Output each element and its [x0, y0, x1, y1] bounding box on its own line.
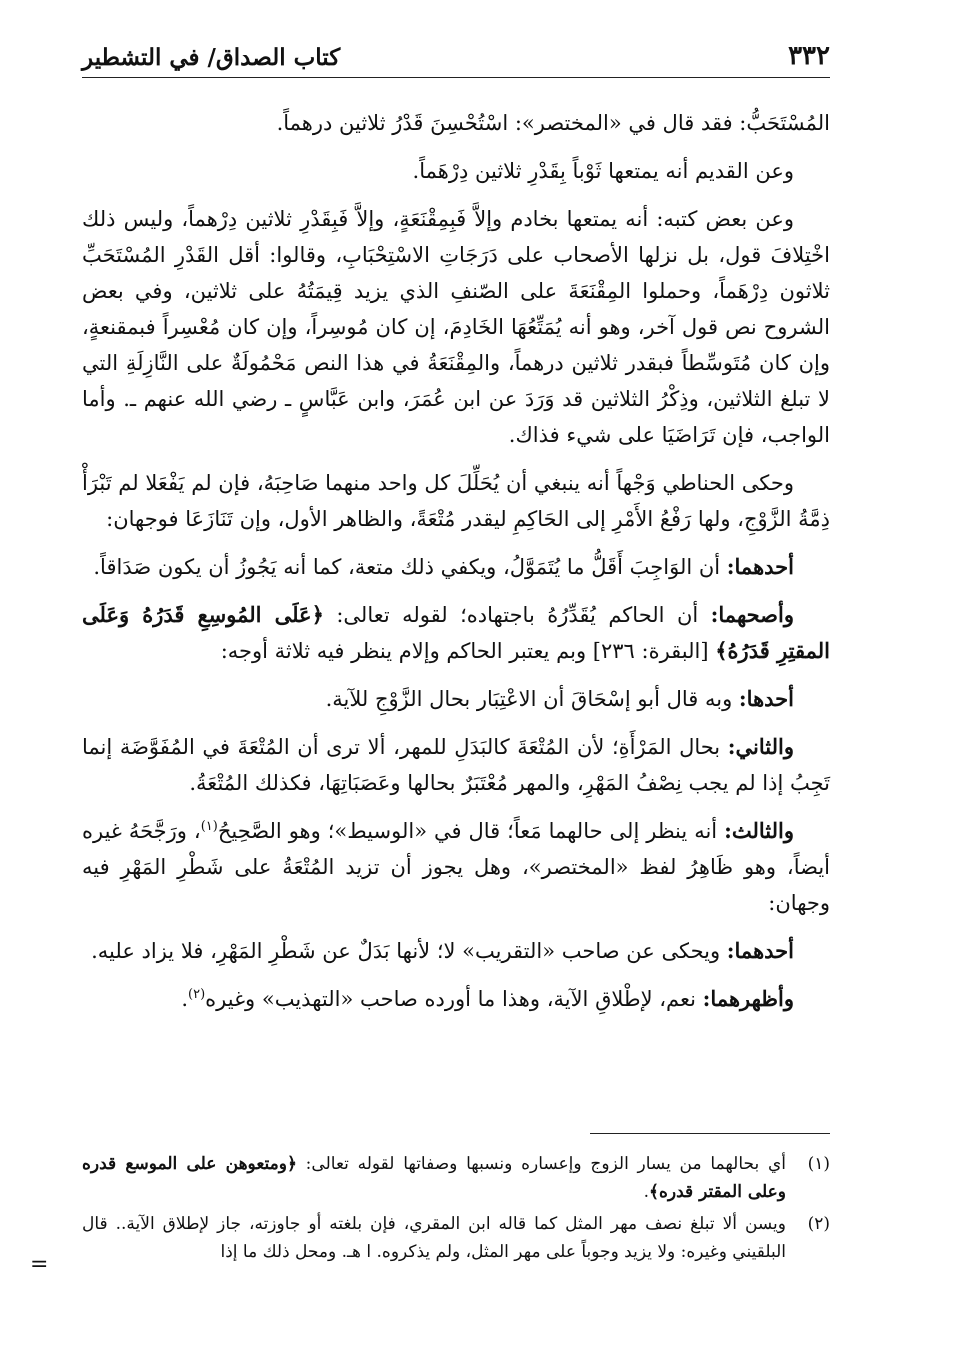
footnote-divider [590, 1133, 830, 1134]
footnote-number: (١) [807, 1154, 830, 1174]
option-text: [البقرة: ٢٣٦] وبم يعتبر الحاكم وإلام ينظر فيه ثلاثة أوجه: [220, 639, 716, 663]
footnote [82, 1150, 830, 1206]
paragraph: وحكى الحناطي وَجْهاً أنه ينبغي أن يُحَلِّلَ كل واحد منهما صَاحِبَهُ، فإن لم يَفْعَلا لم تَبْرَأْ ذِمَّةُ الزَّوْجِ، ولها رَفْعُ الأَمْرِ إلى الحَاكِمِ ليقدر مُتْعَةً، والظاهر الأول، وإن تَنَازَعَا فوجهان: [82, 471, 830, 531]
main-text [82, 105, 830, 1029]
option-text: . [181, 987, 188, 1011]
footnote-ref[interactable]: (١) [200, 819, 218, 834]
option-text: أن الحاكم يُقَدِّرُهُ باجتهاده؛ لقوله تعالى: [323, 603, 711, 627]
option-text: نعم، لإطْلاقِ الآية، وهذا ما أورده صاحب «التهذيب» وغيره [205, 987, 703, 1011]
footnote [82, 1210, 830, 1266]
footnote-text [82, 1210, 786, 1266]
option-lead: أحدها: [738, 686, 794, 711]
option-paragraph [82, 681, 830, 717]
paragraph: وعن القديم أنه يمتعها ثَوْباً بِقَدْرِ ثلاثين دِرْهَماً. [412, 159, 794, 183]
paragraph: المُسْتَحَبُّ: فقد قال في «المختصر»: اسْتُحْسِنَ قَدْرُ ثلاثين درهماً. [276, 111, 830, 135]
option-text: وبه قال أبو إسْحَاقَ أن الاعْتِبَار بحال الزَّوْجِ للآية. [325, 687, 739, 711]
option-text: بحال المَرْأَةِ؛ لأن المُتْعَةَ كالبَدَلِ للمهر، ألا ترى أن المُتْعَةَ في المُفَوَّضَة إنما تَجِبُ إذا لم يجب نِصْفُ المَهْرِ، والمهر مُعْتَبَرٌ بحالها وعَصَبَاتِهَا، فكذلك المُتْعَةُ. [82, 735, 830, 795]
page-number: ٣٣٢ [788, 41, 830, 71]
option-paragraph [82, 933, 830, 969]
running-title: كتاب الصداق/ في التشطير [82, 44, 341, 71]
option-lead: والثاني: [727, 734, 794, 759]
footnote-body: ويسن ألا تبلغ نصف مهر المثل كما قاله ابن المقري، فإن بلغته أو جاوزته، جاز لإطلاق الآية.. قال البلقيني وغيره: ولا يزيد وجوباً على مهر المثل، ولم يذكروه. ا هـ. ومحل ذلك ما إذا [82, 1214, 786, 1262]
option-text: ، ورَجَّحَهُ غيره أيضاً، وهو ظَاهِرُ لفظ «المختصر»، وهل يجوز أن تزيد المُتْعَةُ على شَطْرِ المَهْرِ فيه وجهان: [82, 819, 830, 915]
option-paragraph [82, 549, 830, 585]
option-text: أنه ينظر إلى حالهما مَعاً؛ قال في «الوسيط»؛ وهو الصَّحِيحُ [217, 819, 725, 843]
footnote-text [82, 1150, 786, 1206]
option-text: ويحكى عن صاحب «التقريب» لا؛ لأنها بَدَلٌ عن شَطْرِ المَهْرِ، فلا يزاد عليه. [91, 939, 727, 963]
option-paragraph [82, 981, 830, 1017]
option-lead: أحدهما: [726, 938, 794, 963]
option-paragraph [82, 813, 830, 921]
option-lead: والثالث: [724, 818, 794, 843]
option-lead: وأظهرهما: [702, 986, 794, 1011]
footnote-ref[interactable]: (٢) [188, 987, 206, 1002]
continuation-mark: = [30, 1252, 49, 1277]
footnote-body: أي بحالهما من يسار الزوج وإعساره ونسبها وصفاتها لقوله تعالى: [296, 1154, 787, 1174]
option-lead: أحدهما: [726, 554, 794, 579]
paragraph: وعن بعض كتبه: أنه يمتعها بخادم وإلاَّ فَبِمِقْنَعَةٍ، وإلاَّ فَبِقَدْرِ ثلاثين دِرْهماً، وليس ذلك اخْتِلافَ قول، بل نزلها الأصحاب على دَرَجَاتِ الاسْتِحْبَابِ، وقالوا: أقل القَدْرِ المُسْتَحَبِّ ثلاثون دِرْهَماً، وحملوا المِقْنَعَةَ على الصّنفِ الذي يزيد قِيمَتُهُ على ثلاثين، وفي بعض الشروح نص قول آخر، وهو أنه يُمَتِّعُهَا الخَادِمَ، إن كان مُوسِراً، وإن كان مُعْسِراً فبمقنعةٍ، وإن كان مُتَوسِّطاً فبقدر ثلاثين درهماً، والمِقْنَعَةُ في هذا النص مَحْمُولَةٌ على النَّازِلَةِ التي لا تبلغ الثلاثين، وذِكْرُ الثلاثين قد وَرَدَ عن ابن عُمَرَ، وابن عَبَّاسٍ ـ رضي الله عنهم ـ. وأما الواجب، فإن تَرَاضَيَا على شيء فذاك. [82, 207, 830, 447]
footnote-number: (٢) [807, 1214, 830, 1234]
page-header [82, 38, 830, 78]
footnote-quran: ﴿ومتعوهن على الموسع قدره وعلى المقتر قدره﴾ [82, 1154, 786, 1202]
footnote-end: . [643, 1182, 650, 1202]
option-lead: وأصحهما: [710, 602, 794, 627]
footnotes [82, 1150, 830, 1270]
option-paragraph [82, 597, 830, 669]
option-paragraph [82, 729, 830, 801]
quran-verse: ﴿عَلَى المُوسِعِ قَدَرُهُ وَعَلَى المقتِرِ قَدَرُهُ﴾ [82, 602, 830, 663]
option-text: أن الوَاجِبَ أَقَلُّ ما يُتَمَوَّلُ، ويكفي ذلك متعة، كما أنه يَجُوزُ أن يكون صَدَاقاً. [93, 555, 727, 579]
